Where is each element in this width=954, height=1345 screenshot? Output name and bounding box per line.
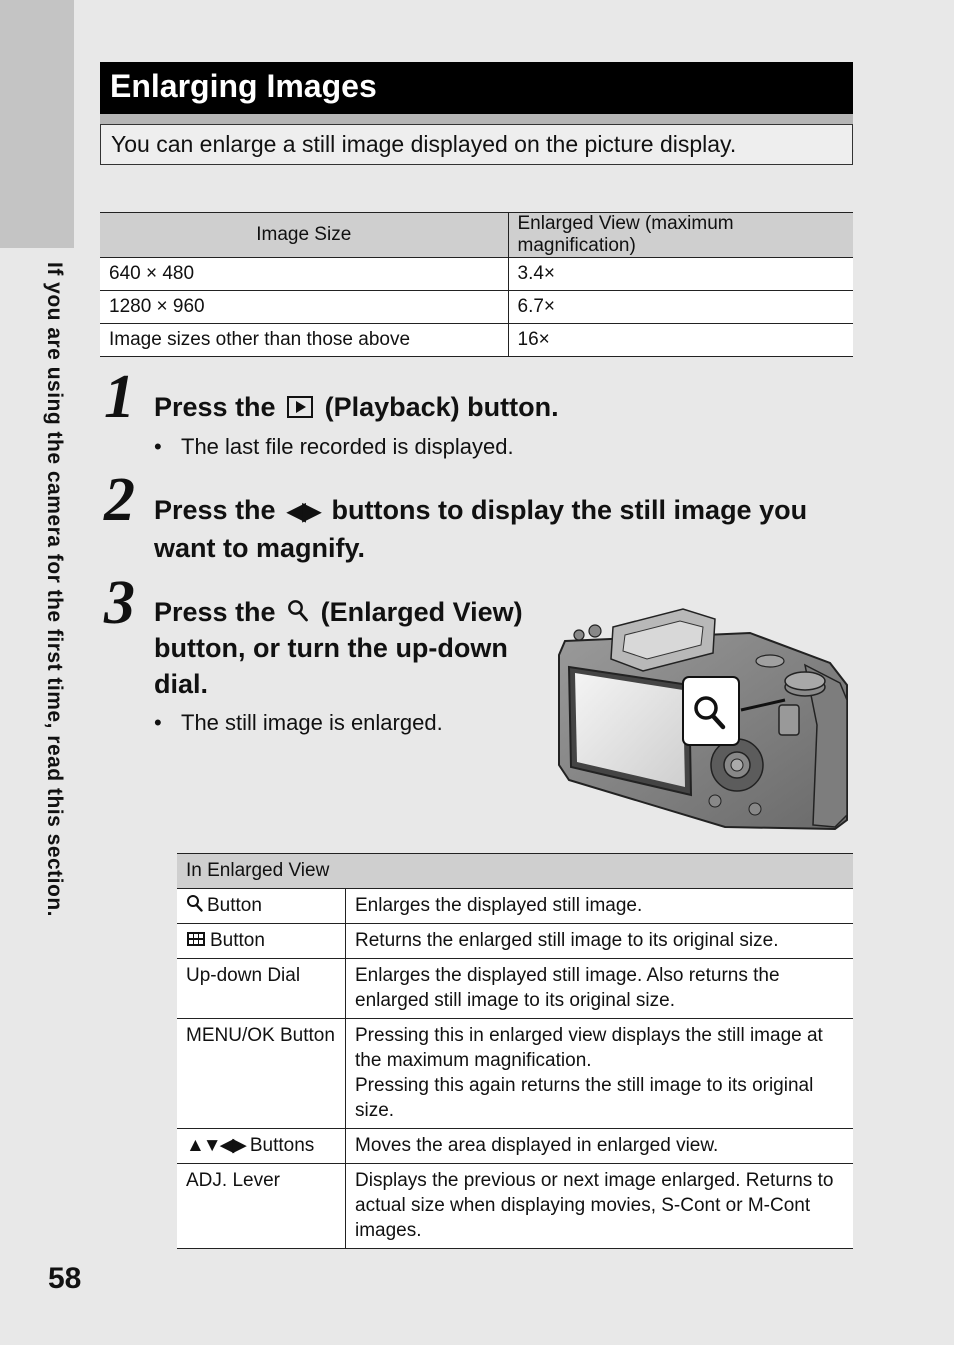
table-header-row — [100, 213, 853, 258]
step-number: 2 — [104, 466, 135, 534]
camera-illustration — [555, 605, 851, 833]
page-number: 58 — [48, 1262, 82, 1295]
control-name — [177, 924, 346, 959]
table-cell: 3.4× — [508, 258, 853, 291]
step-1-note — [154, 433, 514, 461]
table-row — [177, 1129, 853, 1164]
magnify-icon — [186, 894, 203, 912]
direction-arrows-icon: ▲▼◀▶ — [186, 1135, 245, 1156]
control-label: Button — [207, 895, 262, 916]
image-size-table — [100, 212, 853, 357]
step-text-suffix: (Enlarged View) button, or turn the up-down dial. — [154, 597, 523, 699]
title-divider — [100, 114, 853, 124]
magnify-icon — [287, 599, 309, 623]
control-description: Enlarges the displayed still image. Also returns the enlarged still image to its original size. — [346, 959, 854, 1019]
intro-text: You can enlarge a still image displayed on the picture display. — [100, 124, 853, 165]
step-number: 1 — [104, 363, 135, 431]
side-section-label: If you are using the camera for the first time, read this section. — [43, 262, 66, 917]
control-description: Enlarges the displayed still image. — [346, 889, 854, 924]
step-2-instruction — [154, 492, 854, 566]
table-row — [100, 324, 853, 357]
bullet-marker: • — [154, 434, 162, 459]
step-text-prefix: Press the — [154, 495, 276, 525]
thumbnail-icon — [186, 931, 206, 947]
step-1-instruction — [154, 389, 854, 425]
control-description: Returns the enlarged still image to its original size. — [346, 924, 854, 959]
control-description: Moves the area displayed in enlarged view. — [346, 1129, 854, 1164]
table-cell: 640 × 480 — [100, 258, 508, 291]
control-description — [346, 1019, 854, 1129]
table-row — [177, 959, 853, 1019]
column-header: Image Size — [100, 213, 508, 258]
step-3-instruction — [154, 594, 546, 702]
table-cell: Image sizes other than those above — [100, 324, 508, 357]
step-text-suffix: buttons to display the still image you want to magnify. — [154, 495, 808, 563]
table-row — [177, 1019, 853, 1129]
bullet-marker: • — [154, 710, 162, 735]
note-text: The still image is enlarged. — [181, 710, 443, 735]
table-row — [177, 889, 853, 924]
step-text-prefix: Press the — [154, 597, 276, 627]
playback-icon — [287, 396, 313, 418]
column-header: Enlarged View (maximum magnification) — [508, 213, 853, 258]
table-cell: 6.7× — [508, 291, 853, 324]
left-right-arrows-icon: ◀▶ — [287, 498, 319, 525]
page-title: Enlarging Images — [100, 62, 853, 114]
section-tab — [0, 0, 74, 248]
step-text-suffix: (Playback) button. — [324, 392, 559, 422]
table-header: In Enlarged View — [177, 854, 853, 889]
control-description: Displays the previous or next image enlarged. Returns to actual size when displaying movies, S-Cont or M-Cont images. — [346, 1164, 854, 1249]
control-name: ADJ. Lever — [177, 1164, 346, 1249]
control-name — [177, 889, 346, 924]
control-name — [177, 1129, 346, 1164]
control-label: Buttons — [249, 1135, 315, 1156]
table-cell: 1280 × 960 — [100, 291, 508, 324]
enlarged-view-table — [177, 853, 853, 1249]
control-label: Button — [210, 930, 265, 951]
control-name: Up-down Dial — [177, 959, 346, 1019]
table-row — [177, 924, 853, 959]
table-cell: 16× — [508, 324, 853, 357]
table-header-row — [177, 854, 853, 889]
description-line: Pressing this in enlarged view displays the still image at the maximum magnification. — [355, 1025, 823, 1071]
step-number: 3 — [104, 569, 135, 637]
description-line: Pressing this again returns the still image to its original size. — [355, 1075, 814, 1121]
step-text-prefix: Press the — [154, 392, 276, 422]
table-row — [177, 1164, 853, 1249]
table-row — [100, 291, 853, 324]
step-3-note — [154, 709, 443, 737]
note-text: The last file recorded is displayed. — [181, 434, 514, 459]
control-name: MENU/OK Button — [177, 1019, 346, 1129]
table-row — [100, 258, 853, 291]
